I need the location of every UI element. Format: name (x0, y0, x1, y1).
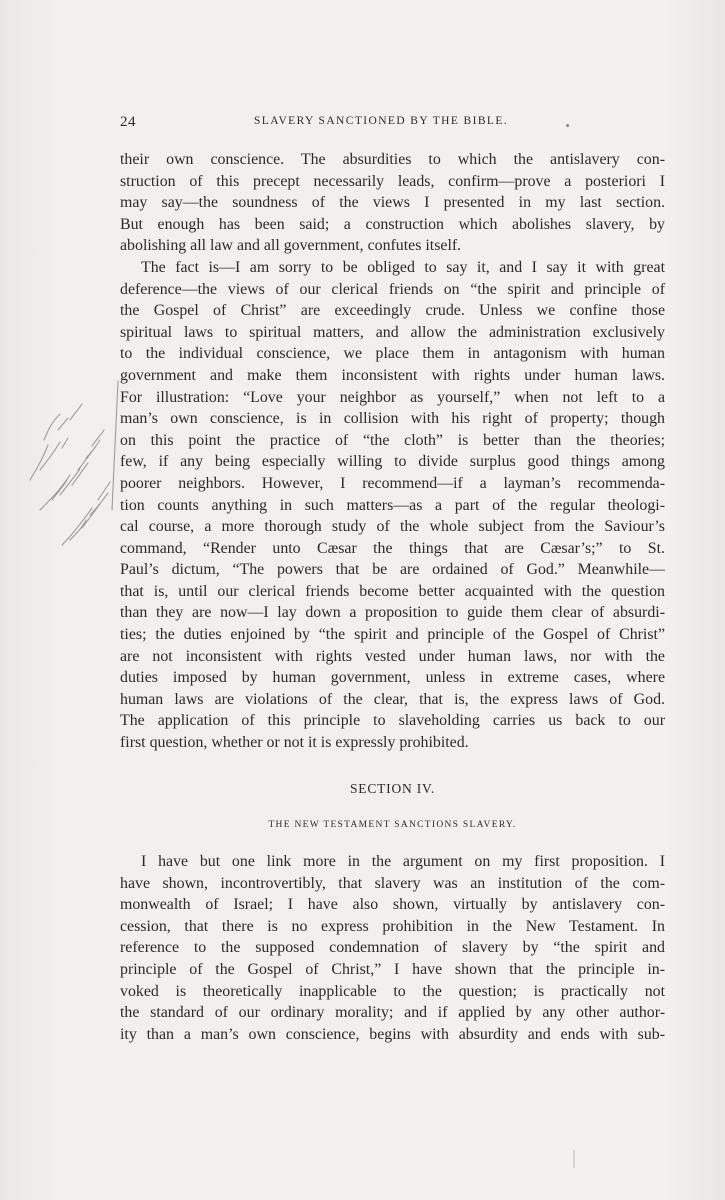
text-line: ity than a man’s own conscience, begins with absurdity and ends with sub- (120, 1025, 665, 1043)
body-text-upper (120, 149, 665, 754)
text-line: But enough has been said; a construction which abolishes slavery, by (120, 215, 665, 233)
text-line: tion counts anything in such matters—as a part of the regular theologi- (120, 496, 665, 514)
text-line: their own conscience. The absurdities to which the antislavery con- (120, 151, 665, 168)
text-line: man’s own conscience, is in collision with his right of property; though (120, 410, 665, 428)
text-line: the standard of our ordinary morality; and if applied by any other author- (120, 1004, 665, 1022)
page-number: 24 (120, 114, 136, 130)
text-line: human laws are violations of the clear, that is, the express laws of God. (120, 690, 665, 708)
section-heading: SECTION IV. (349, 781, 436, 796)
text-line: few, if any being especially willing to divide surplus good things among (120, 453, 665, 471)
text-line: may say—the soundness of the views I presented in my last section. (120, 194, 665, 212)
text-line: monwealth of Israel; I have also shown, virtually by antislavery con- (120, 896, 665, 914)
text-line: to the individual conscience, we place them in antagonism with human (120, 345, 665, 363)
text-line: I have but one link more in the argument on my first proposition. I (141, 853, 665, 870)
paper-mark (573, 1150, 575, 1168)
text-line: ties; the duties enjoined by “the spirit and principle of the Gospel of Christ” (120, 626, 665, 644)
text-line: cal course, a more thorough study of the whole subject from the Saviour’s (120, 518, 665, 536)
body-text-lower (120, 851, 665, 1045)
handwritten-marginal-note (0, 0, 120, 600)
text-line: command, “Render unto Cæsar the things that are Cæsar’s;” to St. (120, 539, 665, 557)
running-title: SLAVERY SANCTIONED BY THE BIBLE. (254, 115, 509, 127)
text-line: For illustration: “Love your neighbor as yourself,” when not left to a (120, 388, 665, 406)
text-line: government and make them inconsistent with rights under human laws. (120, 366, 665, 384)
text-line: that is, until our clerical friends become better acquainted with the question (120, 582, 665, 600)
ink-speck (566, 124, 569, 127)
text-line: principle of the Gospel of Christ,” I have shown that the principle in- (120, 960, 665, 978)
text-line: duties imposed by human government, unless in extreme cases, where (120, 669, 665, 687)
text-line: are not inconsistent with rights vested under human laws, nor with the (120, 647, 665, 665)
text-line: reference to the supposed condemnation of slavery by “the spirit and (120, 939, 665, 957)
text-line: abolishing all law and all government, confutes itself. (120, 237, 462, 255)
text-line: Paul’s dictum, “The powers that be are ordained of God.” Meanwhile— (120, 561, 665, 579)
text-line: poorer neighbors. However, I recommend—if a layman’s recommenda- (120, 474, 665, 492)
text-line: deference—the views of our clerical friends on “the spirit and principle of (120, 280, 665, 298)
text-line: than they are now—I lay down a proposition to guide them clear of absurdi- (120, 604, 665, 622)
text-line: The application of this principle to slaveholding carries us back to our (120, 712, 665, 730)
text-line: the Gospel of Christ” are exceedingly crude. Unless we confine those (120, 302, 665, 320)
text-line: on this point the practice of “the cloth” is better than the theories; (120, 431, 665, 449)
text-line: first question, whether or not it is expressly prohibited. (120, 734, 469, 752)
text-line: struction of this precept necessarily leads, confirm—prove a posteriori I (120, 172, 665, 190)
section-subheading: THE NEW TESTAMENT SANCTIONS SLAVERY. (268, 820, 517, 830)
pencil-annotation-icon (0, 0, 120, 600)
text-line: spiritual laws to spiritual matters, and allow the administration exclusively (120, 323, 665, 341)
text-line: cession, that there is no express prohibition in the New Testament. In (120, 917, 665, 935)
text-line: voked is theoretically inapplicable to the question; is practically not (120, 982, 665, 1000)
text-line: The fact is—I am sorry to be obliged to say it, and I say it with great (141, 258, 665, 276)
text-line: have shown, incontrovertibly, that slavery was an institution of the com- (120, 874, 665, 892)
